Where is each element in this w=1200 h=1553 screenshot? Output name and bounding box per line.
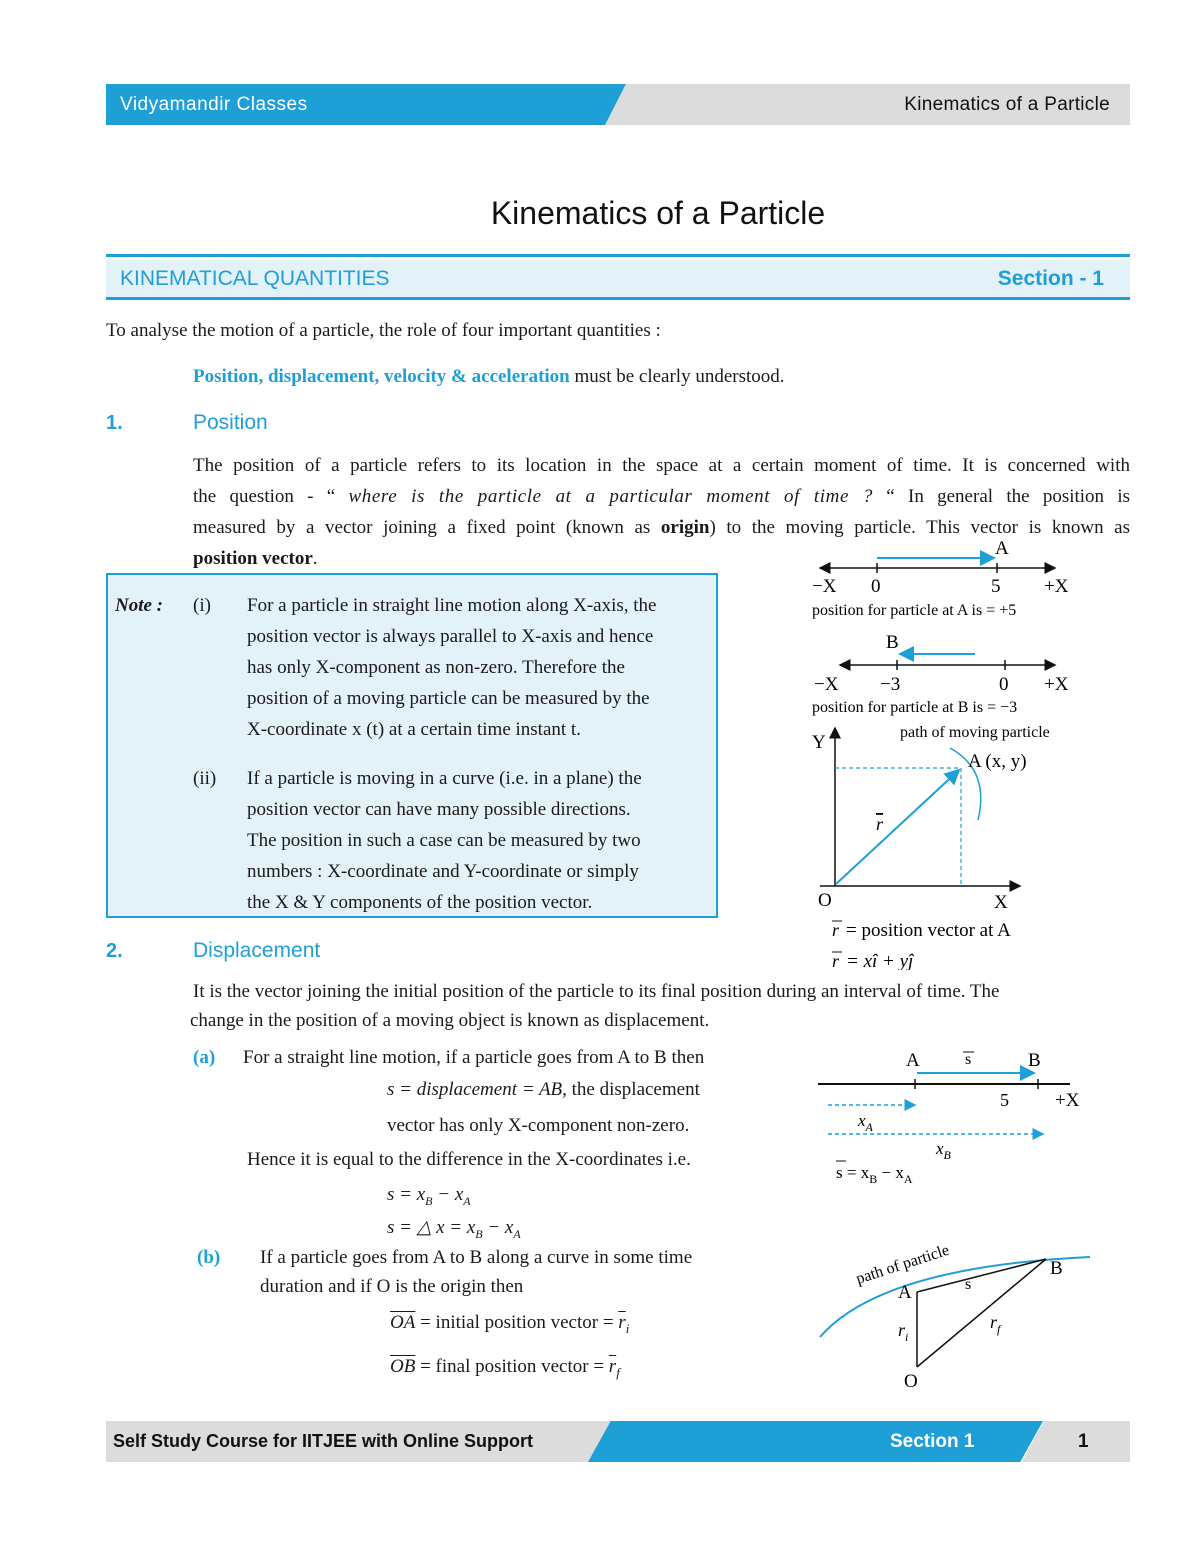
displacement-heading: Displacement: [193, 939, 321, 962]
note-item2-marker: (ii): [193, 768, 217, 789]
fig2-point: B: [886, 632, 899, 653]
disp-a-eq3-line: s = △ $x = x_B - x_A$: [387, 1217, 521, 1241]
fig3-cap1: = position vector at A: [846, 920, 1011, 941]
fig4-xa-text: x: [858, 1111, 866, 1130]
intro-line: To analyse the motion of a particle, the role of four important quantities :: [106, 320, 661, 341]
note-item1-marker: (i): [193, 595, 211, 616]
fig3-cap2-r: r: [832, 951, 840, 970]
position-number: 1.: [106, 412, 123, 434]
note-item1-line: position of a moving particle can be measured by the: [247, 688, 650, 709]
fig3-point: A (x, y): [968, 751, 1027, 772]
position-para-line4: [193, 543, 318, 574]
position-period: .: [312, 548, 318, 569]
fig3-r-label: r: [876, 814, 884, 834]
straight-line-displacement-figure: [800, 1040, 1100, 1200]
footer-page-number: 1: [1078, 1431, 1089, 1452]
position-q-open: the question - “: [193, 486, 349, 507]
footer-mid-band: [588, 1421, 1043, 1462]
note-item1-line: X-coordinate x (t) at a certain time instant t.: [247, 719, 581, 740]
oa-desc: = initial position vector =: [415, 1312, 619, 1333]
fig3-origin: O: [818, 890, 832, 911]
disp-b-line1: If a particle goes from A to B along a curve in some time: [260, 1247, 693, 1268]
position-origin: origin: [660, 517, 710, 538]
fig5-o: O: [904, 1371, 918, 1392]
fig4-plus-x: +X: [1055, 1090, 1080, 1111]
note-item2-line: position vector can have many possible directions.: [247, 799, 631, 820]
fig5-rf-text: r: [990, 1312, 998, 1332]
position-question: where is the particle at a particular moment of time ?: [348, 486, 873, 507]
fig4-a: A: [906, 1050, 920, 1071]
position-p3a: measured by a vector joining a fixed point (known as: [193, 517, 661, 538]
ob-desc: = final position vector =: [415, 1356, 609, 1377]
fig5-b: B: [1050, 1258, 1063, 1279]
note-item1: [247, 590, 707, 745]
disp-b-eq1: $\overline{OA}$ = initial position vector = $\overline{r}_i$: [390, 1312, 630, 1336]
disp-a-line2: vector has only X-component non-zero.: [387, 1115, 690, 1136]
fig5-path-label: path of particle: [853, 1241, 952, 1288]
header-brand: Vidyamandir Classes: [120, 94, 308, 115]
disp-a-line: For a straight line motion, if a particle goes from A to B then: [243, 1047, 705, 1068]
disp-a-eq1-line: [387, 1074, 700, 1105]
note-item2-line: numbers : X-coordinate and Y-coordinate or simply: [247, 861, 639, 882]
note-item2-line: the X & Y components of the position vector.: [247, 892, 593, 913]
fig1-caption: position for particle at A is = +5: [812, 602, 1017, 619]
fig4-xb-text: x: [936, 1139, 944, 1158]
fig2-caption: position for particle at B is = −3: [812, 699, 1018, 716]
section-rule-top: [106, 254, 1130, 257]
fig5-rf: $r_f$: [990, 1312, 1001, 1336]
header-chapter: Kinematics of a Particle: [904, 94, 1110, 115]
note-item1-line: has only X-component as non-zero. Therefore the: [247, 657, 625, 678]
footer-section: Section 1: [890, 1431, 975, 1452]
fig4-xa: $x_A$: [858, 1111, 873, 1134]
fig4-s: s: [965, 1051, 972, 1068]
disp-a-eq2: s = x: [387, 1184, 426, 1205]
note-label: Note :: [115, 595, 164, 616]
disp-a-eq2-line: $s = x_B - x_A$: [387, 1184, 471, 1208]
intro-rest: must be clearly understood.: [569, 366, 785, 387]
displacement-para-line2: change in the position of a moving object is known as displacement.: [190, 1010, 710, 1031]
section-title: KINEMATICAL QUANTITIES: [120, 267, 390, 290]
fig4-b: B: [1028, 1050, 1041, 1071]
disp-a-eq1: s = displacement = AB,: [387, 1079, 567, 1100]
note-item1-line: position vector is always parallel to X-axis and hence: [247, 626, 654, 647]
fig2-minus-three: −3: [880, 674, 901, 695]
fig3-cap1-r: r: [832, 920, 840, 940]
fig2-minus-x: −X: [814, 674, 839, 695]
fig4-eq: $s = x_B - x_A$: [836, 1163, 913, 1186]
position-vector-term: position vector: [193, 548, 313, 569]
disp-b-line2: duration and if O is the origin then: [260, 1276, 524, 1297]
page-title: Kinematics of a Particle: [490, 195, 826, 231]
fig3-x-label: X: [994, 892, 1008, 913]
note-item2-line: The position in such a case can be measured by two: [247, 830, 641, 851]
displacement-para-line1: It is the vector joining the initial position of the particle to its final position during an interval of time. The: [193, 981, 1000, 1002]
position-para-line2: [193, 481, 1130, 512]
curve-displacement-figure: [810, 1232, 1100, 1397]
fig3-y-label: Y: [812, 732, 826, 753]
fig4-five: 5: [1000, 1090, 1009, 1110]
position-figures: [800, 530, 1130, 970]
fig5-a: A: [898, 1282, 912, 1303]
disp-a-marker: (a): [193, 1047, 216, 1068]
disp-a-eq3: s = △ x = x: [387, 1217, 476, 1238]
intro-highlight: Position, displacement, velocity & acceleration: [193, 366, 570, 387]
fig3-path-label: path of moving particle: [900, 724, 1050, 741]
position-para-line1: The position of a particle refers to its location in the space at a certain moment of time. It is concerned with: [193, 455, 1130, 476]
fig1-minus-x: −X: [812, 576, 837, 597]
fig2-zero: 0: [999, 674, 1009, 695]
disp-b-eq2: $\overline{OB}$ = final position vector = $\overline{r}_f$: [390, 1356, 620, 1380]
fig5-ri: $r_i$: [898, 1320, 909, 1344]
fig1-plus-x: +X: [1044, 576, 1069, 597]
note-item2: [247, 763, 707, 918]
fig3-cap2: = xî + yĵ: [846, 951, 914, 970]
note-item1-line: For a particle in straight line motion along X-axis, the: [247, 595, 657, 616]
ob-vector: $\overline{OB}$: [390, 1356, 416, 1377]
footer-course: Self Study Course for IITJEE with Online Support: [113, 1431, 534, 1451]
fig4-xb: $x_B$: [936, 1139, 951, 1162]
fig1-point: A: [995, 538, 1009, 559]
disp-b-marker: (b): [197, 1247, 221, 1268]
fig2-plus-x: +X: [1044, 674, 1069, 695]
position-heading: Position: [193, 411, 268, 434]
position-q-close: “ In general the position is: [873, 486, 1131, 507]
disp-a-eq1-rest: the displacement: [566, 1079, 700, 1100]
fig5-ri-text: r: [898, 1320, 906, 1340]
fig5-s: s: [965, 1276, 972, 1293]
note-item2-line: If a particle is moving in a curve (i.e. in a plane) the: [247, 768, 642, 789]
disp-a-line3: Hence it is equal to the difference in the X-coordinates i.e.: [247, 1149, 691, 1170]
position-p3b: ) to the moving particle. This vector is known as: [709, 517, 1131, 538]
fig1-zero: 0: [871, 576, 881, 597]
section-number: Section - 1: [997, 267, 1104, 290]
fig3-position-vector: [836, 770, 959, 884]
oa-vector: $\overline{OA}$: [390, 1312, 416, 1333]
displacement-number: 2.: [106, 940, 123, 962]
intro-highlight-line: [193, 361, 785, 392]
section-rule-bottom: [106, 297, 1130, 300]
fig1-five: 5: [991, 576, 1001, 597]
fig4-eq-text: = x: [846, 1163, 870, 1182]
